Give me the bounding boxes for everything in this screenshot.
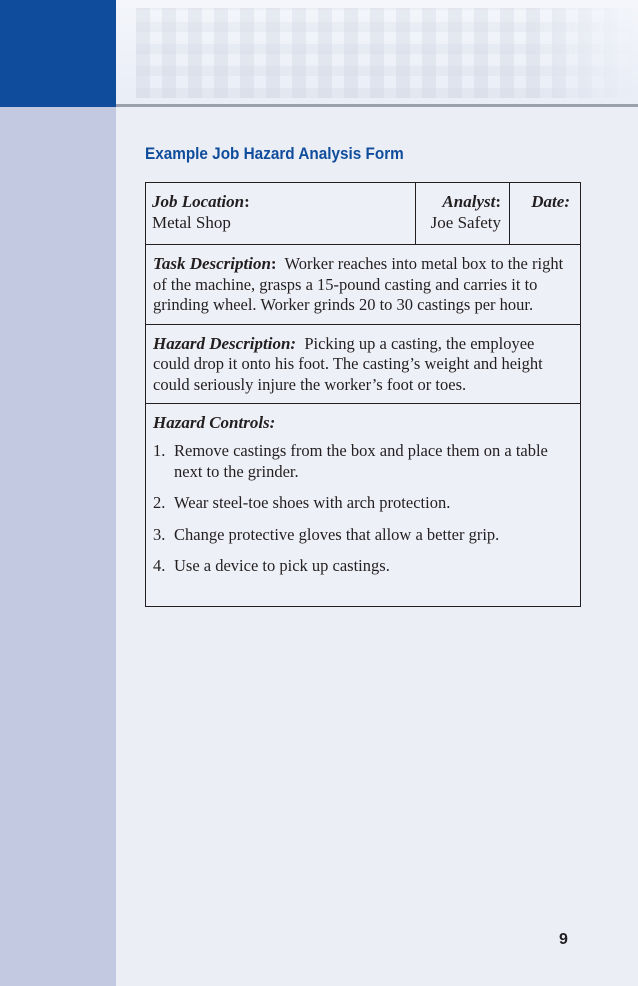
hazard-controls-section xyxy=(146,404,580,606)
hazard-description-section xyxy=(146,325,580,405)
hazard-description-label: Hazard Description: xyxy=(153,333,297,353)
date-cell xyxy=(510,183,580,244)
header-background-graphic xyxy=(136,8,636,98)
task-description-label: Task Description: xyxy=(153,254,277,273)
hazard-description-text: Picking up a casting, the employee could drop it onto his foot. The casting’s weight and height could seriously injure the worker’s foot or toes. xyxy=(153,333,543,394)
analyst-cell xyxy=(416,183,510,244)
list-item-number: 4. xyxy=(153,556,166,575)
left-color-strip xyxy=(0,0,116,986)
list-item-text: Change protective gloves that allow a better grip. xyxy=(174,524,500,544)
list-item-number: 3. xyxy=(153,524,166,544)
analyst-label: Analyst: xyxy=(442,192,501,211)
list-item xyxy=(153,525,573,546)
page-title: Example Job Hazard Analysis Form xyxy=(145,144,404,163)
hazard-controls-list xyxy=(153,441,573,577)
list-item xyxy=(153,441,573,482)
header-banner xyxy=(116,0,638,105)
page-number: 9 xyxy=(559,931,568,948)
job-location-value: Metal Shop xyxy=(152,213,231,232)
list-item xyxy=(153,493,573,514)
list-item-text: Wear steel-toe shoes with arch protection. xyxy=(174,493,451,512)
job-location-cell xyxy=(146,183,416,244)
task-description-section xyxy=(146,245,580,325)
list-item-text: Remove castings from the box and place them on a table next to the grinder. xyxy=(174,441,548,481)
list-item-text: Use a device to pick up castings. xyxy=(174,556,390,575)
job-hazard-analysis-form xyxy=(145,182,581,607)
form-header-row xyxy=(146,183,580,245)
list-item-number: 2. xyxy=(153,493,166,512)
brand-color-block xyxy=(0,0,116,107)
date-label: Date: xyxy=(531,192,570,211)
task-description-text: Worker reaches into metal box to the right of the machine, grasps a 15-pound casting and carries it to grinding wheel. Worker grinds 20 to 30 castings per hour. xyxy=(153,254,564,314)
hazard-controls-label: Hazard Controls: xyxy=(153,413,276,432)
job-location-label: Job Location: xyxy=(152,192,250,211)
analyst-value: Joe Safety xyxy=(430,213,501,232)
header-divider xyxy=(116,104,638,107)
list-item xyxy=(153,556,573,577)
list-item-number: 1. xyxy=(153,441,166,460)
